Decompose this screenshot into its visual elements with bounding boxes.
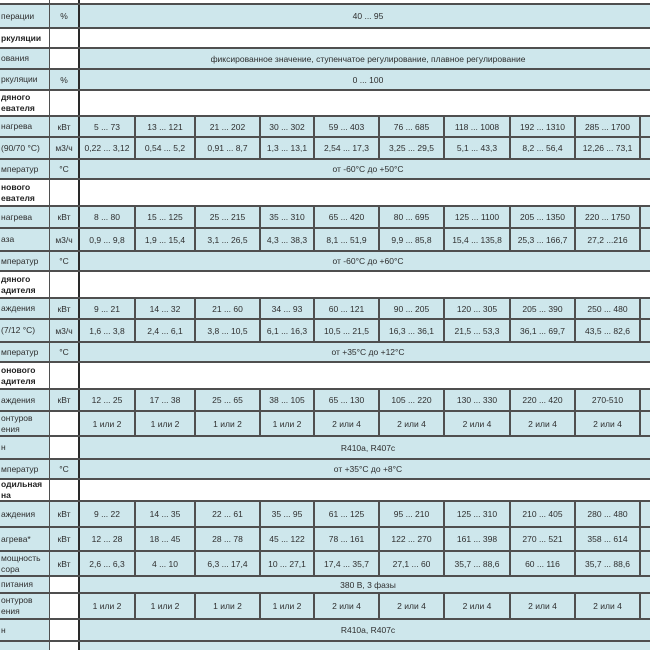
table-row xyxy=(0,577,650,594)
row-label-line: ения xyxy=(1,606,20,616)
row-values xyxy=(80,502,650,526)
row-label-line: ования xyxy=(1,53,29,63)
value-cell: 3,8 ... 10,5 xyxy=(196,320,261,341)
value-cell: 1 или 2 xyxy=(80,412,136,435)
table-row xyxy=(0,299,650,320)
section-row xyxy=(0,480,650,502)
row-label-line: аждения xyxy=(1,394,36,405)
unit-cell xyxy=(50,49,80,68)
value-cell: 2,4 ... 6,1 xyxy=(136,320,196,341)
value-cell: 80 ... 695 xyxy=(380,207,445,227)
row-label xyxy=(0,390,50,410)
value-cell: 2 или 4 xyxy=(445,594,511,618)
value-cell: 25 ... 65 xyxy=(196,390,261,410)
row-label-line: на xyxy=(1,490,11,500)
value-cell: 122 ... 270 xyxy=(380,528,445,550)
row-label-line: нагрева xyxy=(1,211,33,222)
row-values xyxy=(80,49,650,68)
value-cell: 1,9 ... 15,4 xyxy=(136,229,196,250)
row-label-line: н xyxy=(1,442,6,452)
value-cell: 3,25 ... 29,5 xyxy=(380,138,445,158)
row-values xyxy=(80,252,650,270)
unit-cell xyxy=(50,620,80,640)
table-row xyxy=(0,5,650,29)
row-label xyxy=(0,577,50,592)
value-cell: 1 или 2 xyxy=(261,594,315,618)
value-cell: 0,54 ... 5,2 xyxy=(136,138,196,158)
value-cell: 1 или 2 xyxy=(261,412,315,435)
unit-cell xyxy=(50,29,80,47)
value-cell: 8,1 ... 51,9 xyxy=(315,229,380,250)
value-cell: 30 ... 302 xyxy=(261,117,315,136)
row-values xyxy=(80,180,650,205)
value-cell: 43,5 ... 82,6 xyxy=(576,320,641,341)
unit-cell xyxy=(50,272,80,297)
value-cell: 14 ... 32 xyxy=(136,299,196,318)
value-cell: 2,6 ... 6,3 xyxy=(80,552,136,575)
row-label-line: аждения xyxy=(1,303,36,313)
table-row xyxy=(0,528,650,552)
value-cell: 2 или 4 xyxy=(445,412,511,435)
row-values xyxy=(80,620,650,640)
value-cell: 10 ... 27,1 xyxy=(261,552,315,575)
value-cell: 6,1 ... 16,3 xyxy=(261,320,315,341)
unit-cell xyxy=(50,577,80,592)
section-row xyxy=(0,272,650,299)
row-values xyxy=(80,320,650,341)
row-label-line: ения xyxy=(1,423,20,434)
unit-cell: кВт xyxy=(50,299,80,318)
row-label-line: мператур xyxy=(1,255,39,266)
row-label xyxy=(0,299,50,318)
row-label xyxy=(0,502,50,526)
table-row xyxy=(0,117,650,138)
row-label xyxy=(0,91,50,115)
value-cell: 1 или 2 xyxy=(136,594,196,618)
row-values xyxy=(80,642,650,650)
value-cell: 45 ... 122 xyxy=(261,528,315,550)
value-cell: 2 или 4 xyxy=(576,412,641,435)
row-label xyxy=(0,437,50,458)
unit-cell: % xyxy=(50,5,80,27)
row-values xyxy=(80,594,650,618)
row-label-line: адителя xyxy=(1,284,36,295)
value-cell: 220 ... 420 xyxy=(511,390,576,410)
row-label xyxy=(0,49,50,68)
table-row xyxy=(0,252,650,272)
table-row xyxy=(0,343,650,363)
value-cell: 61 ... 125 xyxy=(315,502,380,526)
value-cell: 1,6 ... 3,8 xyxy=(80,320,136,341)
value-cell: 76 ... 685 xyxy=(380,117,445,136)
row-values xyxy=(80,577,650,592)
value-cell: 8 ... 80 xyxy=(80,207,136,227)
value-cell xyxy=(641,207,650,227)
row-values xyxy=(80,412,650,435)
value-cell: 358 ... 614 xyxy=(576,528,641,550)
row-label xyxy=(0,460,50,478)
row-values xyxy=(80,229,650,250)
row-label xyxy=(0,594,50,618)
value-cell: 38 ... 105 xyxy=(261,390,315,410)
value-cell: 12 ... 25 xyxy=(80,390,136,410)
row-values xyxy=(80,70,650,89)
row-label-line: ркуляции xyxy=(1,32,42,43)
merged-value-cell: 40 ... 95 xyxy=(80,5,650,27)
value-cell: 9,9 ... 85,8 xyxy=(380,229,445,250)
table-row xyxy=(0,594,650,620)
value-cell: 13 ... 121 xyxy=(136,117,196,136)
table-row xyxy=(0,320,650,343)
value-cell: 1 или 2 xyxy=(196,594,261,618)
value-cell: 9 ... 22 xyxy=(80,502,136,526)
row-label-line: ркуляции xyxy=(1,74,38,84)
row-label-line: (90/70 °С) xyxy=(1,142,40,153)
row-label-line: н xyxy=(1,624,6,635)
table-row xyxy=(0,620,650,642)
value-cell: 25,3 ... 166,7 xyxy=(511,229,576,250)
table-row xyxy=(0,552,650,577)
row-label xyxy=(0,138,50,158)
unit-cell xyxy=(50,594,80,618)
row-values xyxy=(80,552,650,575)
merged-value-cell: 0 ... 100 xyxy=(80,70,650,89)
row-values xyxy=(80,117,650,136)
row-values xyxy=(80,480,650,500)
unit-cell: м3/ч xyxy=(50,138,80,158)
value-cell: 270-510 xyxy=(576,390,641,410)
value-cell: 5 ... 73 xyxy=(80,117,136,136)
merged-value-cell: от +35°С до +12°С xyxy=(80,343,650,361)
value-cell: 28 ... 78 xyxy=(196,528,261,550)
row-label xyxy=(0,117,50,136)
value-cell: 27,2 ...216 xyxy=(576,229,641,250)
table-row xyxy=(0,460,650,480)
value-cell: 0,91 ... 8,7 xyxy=(196,138,261,158)
value-cell: 16,3 ... 36,1 xyxy=(380,320,445,341)
section-row xyxy=(0,180,650,207)
row-label xyxy=(0,528,50,550)
row-label-line: аждения xyxy=(1,508,36,519)
row-label-line: мощность xyxy=(1,552,41,563)
value-cell: 205 ... 390 xyxy=(511,299,576,318)
table-row xyxy=(0,49,650,70)
value-cell: 2 или 4 xyxy=(380,412,445,435)
unit-cell xyxy=(50,363,80,388)
table-row xyxy=(0,138,650,160)
unit-cell xyxy=(50,480,80,500)
row-label-line: дяного xyxy=(1,273,31,284)
value-cell: 2 или 4 xyxy=(511,594,576,618)
value-cell: 125 ... 310 xyxy=(445,502,511,526)
merged-value-cell: 380 В, 3 фазы xyxy=(80,577,650,592)
table-row xyxy=(0,502,650,528)
value-cell: 105 ... 220 xyxy=(380,390,445,410)
value-cell: 90 ... 205 xyxy=(380,299,445,318)
value-cell: 60 ... 116 xyxy=(511,552,576,575)
value-cell xyxy=(641,390,650,410)
value-cell: 205 ... 1350 xyxy=(511,207,576,227)
row-values xyxy=(80,299,650,318)
row-label-line: питания xyxy=(1,579,33,589)
table-row xyxy=(0,160,650,180)
unit-cell: м3/ч xyxy=(50,320,80,341)
value-cell: 8,2 ... 56,4 xyxy=(511,138,576,158)
row-label xyxy=(0,552,50,575)
unit-cell xyxy=(50,437,80,458)
row-values xyxy=(80,272,650,297)
value-cell: 35,7 ... 88,6 xyxy=(576,552,641,575)
value-cell: 10,5 ... 21,5 xyxy=(315,320,380,341)
value-cell: 250 ... 480 xyxy=(576,299,641,318)
unit-cell: м3/ч xyxy=(50,229,80,250)
row-values xyxy=(80,363,650,388)
row-label-line: нагрева xyxy=(1,121,33,131)
value-cell: 34 ... 93 xyxy=(261,299,315,318)
value-cell xyxy=(641,117,650,136)
value-cell: 35 ... 310 xyxy=(261,207,315,227)
row-label xyxy=(0,5,50,27)
row-values xyxy=(80,460,650,478)
row-label xyxy=(0,207,50,227)
section-row xyxy=(0,29,650,49)
value-cell: 14 ... 35 xyxy=(136,502,196,526)
row-values xyxy=(80,207,650,227)
merged-value-cell: от -60°С до +50°С xyxy=(80,160,650,178)
value-cell: 25 ... 215 xyxy=(196,207,261,227)
row-label-line: мператур xyxy=(1,163,39,174)
value-cell: 17 ... 38 xyxy=(136,390,196,410)
row-values xyxy=(80,5,650,27)
value-cell: 2 или 4 xyxy=(576,594,641,618)
merged-value-cell: фиксированное значение, ступенчатое регулирование, плавное регулирование xyxy=(80,49,650,68)
value-cell xyxy=(641,229,650,250)
value-cell: 65 ... 420 xyxy=(315,207,380,227)
row-label-line: агрева* xyxy=(1,533,31,544)
unit-cell: кВт xyxy=(50,552,80,575)
value-cell: 12 ... 28 xyxy=(80,528,136,550)
value-cell: 4 ... 10 xyxy=(136,552,196,575)
row-label-line: онового xyxy=(1,364,36,375)
row-label-line: (7/12 °С) xyxy=(1,325,36,335)
row-label-line: дяного xyxy=(1,92,31,102)
row-label-line: евателя xyxy=(1,103,35,113)
row-label xyxy=(0,272,50,297)
value-cell: 2 или 4 xyxy=(380,594,445,618)
row-label xyxy=(0,70,50,89)
value-cell xyxy=(641,412,650,435)
row-label-line: аза xyxy=(1,234,15,244)
value-cell: 60 ... 121 xyxy=(315,299,380,318)
value-cell xyxy=(641,552,650,575)
unit-cell xyxy=(50,180,80,205)
unit-cell: кВт xyxy=(50,207,80,227)
value-cell: 1 или 2 xyxy=(196,412,261,435)
table-row xyxy=(0,412,650,437)
value-cell: 120 ... 305 xyxy=(445,299,511,318)
value-cell: 4,3 ... 38,3 xyxy=(261,229,315,250)
row-label xyxy=(0,343,50,361)
row-label-line: сора xyxy=(1,563,20,574)
value-cell: 36,1 ... 69,7 xyxy=(511,320,576,341)
row-values xyxy=(80,390,650,410)
table-row xyxy=(0,390,650,412)
row-values xyxy=(80,528,650,550)
merged-value-cell: от +35°С до +8°С xyxy=(80,460,650,478)
value-cell xyxy=(641,502,650,526)
value-cell: 3,1 ... 26,5 xyxy=(196,229,261,250)
value-cell: 35 ... 95 xyxy=(261,502,315,526)
value-cell xyxy=(641,528,650,550)
merged-value-cell: R410a, R407c xyxy=(80,620,650,640)
row-label-line: мператур xyxy=(1,346,39,357)
row-values xyxy=(80,91,650,115)
row-label xyxy=(0,412,50,435)
value-cell: 21 ... 60 xyxy=(196,299,261,318)
table-row xyxy=(0,229,650,252)
unit-cell xyxy=(50,412,80,435)
value-cell: 118 ... 1008 xyxy=(445,117,511,136)
row-values xyxy=(80,29,650,47)
unit-cell: кВт xyxy=(50,117,80,136)
unit-cell: % xyxy=(50,70,80,89)
value-cell: 95 ... 210 xyxy=(380,502,445,526)
unit-cell: °С xyxy=(50,160,80,178)
table-row xyxy=(0,642,650,650)
unit-cell: °С xyxy=(50,252,80,270)
value-cell: 5,1 ... 43,3 xyxy=(445,138,511,158)
unit-cell: кВт xyxy=(50,390,80,410)
unit-cell: кВт xyxy=(50,528,80,550)
row-label xyxy=(0,229,50,250)
value-cell: 1 или 2 xyxy=(80,594,136,618)
row-values xyxy=(80,0,650,3)
value-cell: 22 ... 61 xyxy=(196,502,261,526)
row-values xyxy=(80,437,650,458)
value-cell: 0,22 ... 3,12 xyxy=(80,138,136,158)
row-label-line: онтуров xyxy=(1,412,33,423)
value-cell: 21 ... 202 xyxy=(196,117,261,136)
value-cell: 9 ... 21 xyxy=(80,299,136,318)
row-label xyxy=(0,642,50,650)
value-cell: 15 ... 125 xyxy=(136,207,196,227)
value-cell: 6,3 ... 17,4 xyxy=(196,552,261,575)
value-cell: 220 ... 1750 xyxy=(576,207,641,227)
section-row xyxy=(0,91,650,117)
value-cell: 270 ... 521 xyxy=(511,528,576,550)
value-cell: 12,26 ... 73,1 xyxy=(576,138,641,158)
value-cell: 15,4 ... 135,8 xyxy=(445,229,511,250)
row-label-line: нового xyxy=(1,181,31,192)
row-label-line: перации xyxy=(1,10,35,21)
value-cell xyxy=(641,299,650,318)
section-row xyxy=(0,363,650,390)
row-label-line: онтуров xyxy=(1,595,33,605)
unit-cell xyxy=(50,91,80,115)
value-cell: 35,7 ... 88,6 xyxy=(445,552,511,575)
unit-cell: кВт xyxy=(50,502,80,526)
value-cell: 130 ... 330 xyxy=(445,390,511,410)
value-cell: 2 или 4 xyxy=(315,412,380,435)
value-cell: 2 или 4 xyxy=(315,594,380,618)
value-cell: 17,4 ... 35,7 xyxy=(315,552,380,575)
value-cell: 78 ... 161 xyxy=(315,528,380,550)
merged-value-cell xyxy=(80,642,650,650)
value-cell: 280 ... 480 xyxy=(576,502,641,526)
merged-value-cell: от -60°С до +60°С xyxy=(80,252,650,270)
row-label xyxy=(0,480,50,500)
value-cell: 2,54 ... 17,3 xyxy=(315,138,380,158)
row-values xyxy=(80,160,650,178)
value-cell: 192 ... 1310 xyxy=(511,117,576,136)
unit-cell: °С xyxy=(50,460,80,478)
value-cell: 65 ... 130 xyxy=(315,390,380,410)
value-cell xyxy=(641,594,650,618)
row-label xyxy=(0,620,50,640)
table-row xyxy=(0,207,650,229)
value-cell: 0,9 ... 9,8 xyxy=(80,229,136,250)
row-values xyxy=(80,138,650,158)
row-label xyxy=(0,363,50,388)
value-cell: 161 ... 398 xyxy=(445,528,511,550)
value-cell: 27,1 ... 60 xyxy=(380,552,445,575)
row-label xyxy=(0,29,50,47)
value-cell: 18 ... 45 xyxy=(136,528,196,550)
row-label-line: адителя xyxy=(1,375,36,386)
row-label-line: мператур xyxy=(1,463,39,474)
value-cell: 285 ... 1700 xyxy=(576,117,641,136)
value-cell: 1,3 ... 13,1 xyxy=(261,138,315,158)
row-values xyxy=(80,343,650,361)
row-label xyxy=(0,0,50,3)
value-cell xyxy=(641,320,650,341)
row-label xyxy=(0,160,50,178)
row-label xyxy=(0,320,50,341)
row-label-line: одильная xyxy=(1,480,43,489)
value-cell xyxy=(641,138,650,158)
unit-cell xyxy=(50,0,80,3)
value-cell: 59 ... 403 xyxy=(315,117,380,136)
value-cell: 125 ... 1100 xyxy=(445,207,511,227)
merged-value-cell: R410a, R407c xyxy=(80,437,650,458)
value-cell: 1 или 2 xyxy=(136,412,196,435)
value-cell: 2 или 4 xyxy=(511,412,576,435)
value-cell: 21,5 ... 53,3 xyxy=(445,320,511,341)
table-row xyxy=(0,437,650,460)
row-label xyxy=(0,252,50,270)
row-label-line: евателя xyxy=(1,192,35,203)
unit-cell xyxy=(50,642,80,650)
row-label xyxy=(0,180,50,205)
value-cell: 210 ... 405 xyxy=(511,502,576,526)
unit-cell: °С xyxy=(50,343,80,361)
table-row xyxy=(0,70,650,91)
